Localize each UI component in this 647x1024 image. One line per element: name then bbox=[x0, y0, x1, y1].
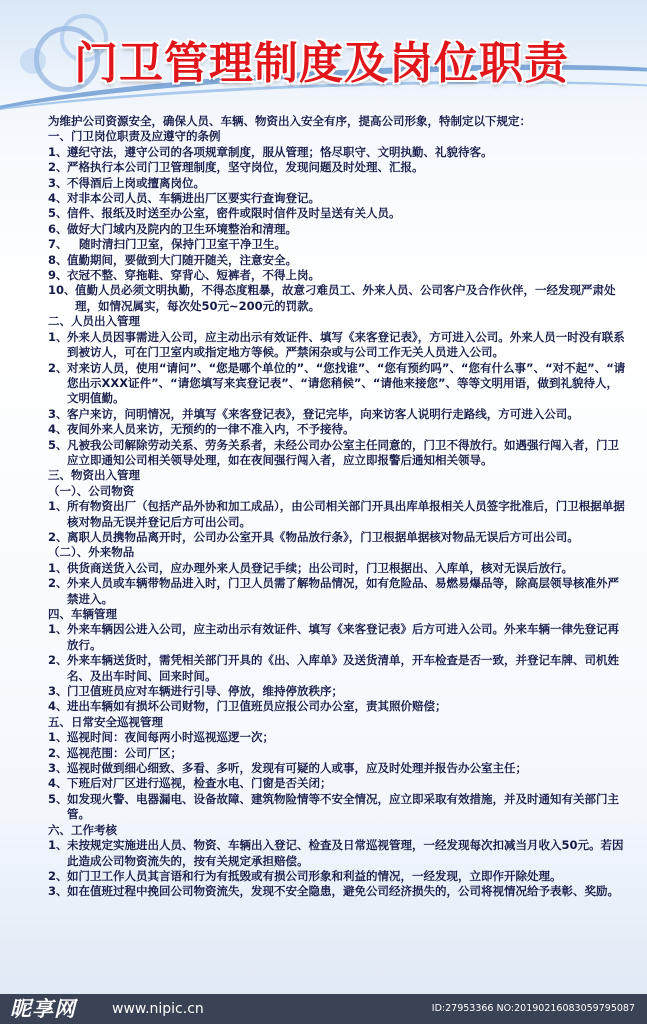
list-item bbox=[48, 792, 626, 823]
list-item bbox=[48, 206, 626, 221]
item-number: 1、 bbox=[48, 730, 68, 745]
section-heading: 一、门卫岗位职责及应遵守的条例 bbox=[48, 129, 221, 144]
list-item bbox=[48, 884, 626, 899]
list-item bbox=[48, 253, 626, 268]
list-item bbox=[48, 561, 626, 576]
list-item bbox=[48, 191, 626, 206]
item-text: 未按规定实施进出人员、物资、车辆出入登记、检查及日常巡视管理，一经发现每次扣减当月收入50元。若因此造成公司物资流失的，按有关规定承担赔偿。 bbox=[67, 838, 624, 868]
item-text: 随时清扫门卫室，保持门卫室干净卫生。 bbox=[67, 237, 287, 252]
watermark-id: ID:27953366 NO:20190216083059795087 bbox=[431, 1003, 635, 1014]
item-number: 2、 bbox=[48, 745, 68, 760]
watermark-logo: 昵享网 bbox=[10, 997, 76, 1021]
item-text: 下班后对厂区进行巡视，检查水电、门窗是否关闭； bbox=[67, 776, 332, 791]
item-text: 进出车辆如有损坏公司财物，门卫值班员应报公司办公室，责其照价赔偿； bbox=[67, 699, 447, 714]
item-text: 如在值班过程中挽回公司物资流失，发现不安全隐患，避免公司经济损失的，公司将视情况给予表彰、奖励。 bbox=[67, 884, 619, 899]
item-number: 1、 bbox=[48, 144, 68, 159]
list-item bbox=[48, 438, 626, 469]
item-text: 外来人员或车辆带物品进入时，门卫人员需了解物品情况，如有危险品、易燃易爆品等，除高层领导核准外严禁进入。 bbox=[67, 576, 619, 606]
item-number: 4、 bbox=[48, 699, 68, 714]
list-item bbox=[48, 730, 626, 745]
item-number: 1、 bbox=[48, 329, 68, 344]
item-number: 3、 bbox=[48, 761, 68, 776]
item-number: 2、 bbox=[48, 360, 68, 375]
item-number: 8、 bbox=[48, 252, 68, 267]
item-text: 做好大门域内及院内的卫生环境整治和清理。 bbox=[67, 221, 297, 236]
item-text: 巡视时做到细心细致、多看、多听，发现有可疑的人或事，应及时处理并报告办公室主任； bbox=[67, 761, 527, 776]
section-heading: 三、物资出入管理 bbox=[48, 468, 140, 483]
item-text: 巡视时间：夜间每两小时巡视巡逻一次； bbox=[67, 730, 274, 745]
item-number: 4、 bbox=[48, 191, 68, 206]
item-number: 6、 bbox=[48, 221, 68, 236]
item-text: 离职人员携物品离开时，公司办公室开具《物品放行条》，门卫根据单据核对物品无误后方可出公司。 bbox=[67, 529, 579, 544]
item-number: 5、 bbox=[48, 206, 68, 221]
item-text: 值勤人员必须文明执勤，不得态度粗暴，故意刁难员工、外来人员、公司客户及合作伙伴，一经发现严肃处理，如情况属实，每次处50元~200元的罚款。 bbox=[75, 283, 616, 313]
section-heading: 四、车辆管理 bbox=[48, 607, 117, 621]
document-body bbox=[48, 114, 626, 998]
list-item bbox=[48, 576, 626, 607]
item-number: 1、 bbox=[48, 560, 68, 575]
list-item bbox=[48, 145, 626, 160]
item-text: 外来人员因事需进入公司，应主动出示有效证件、填写《来客登记表》，方可进入公司。外来人员一时没有联系到被访人，可在门卫室内或指定地方等候。严禁闲杂或与公司工作无关人员进入公司。 bbox=[67, 329, 625, 360]
decorative-dot-icon bbox=[20, 48, 46, 74]
item-number: 3、 bbox=[48, 684, 68, 699]
item-text: 值勤期间，要做到大门随开随关，注意安全。 bbox=[67, 252, 297, 267]
subsection-heading: （一）、公司物资 bbox=[48, 483, 135, 498]
item-number: 2、 bbox=[48, 868, 68, 883]
item-number: 2、 bbox=[48, 160, 68, 175]
item-number: 9、 bbox=[48, 268, 68, 283]
item-number: 1、 bbox=[48, 499, 68, 514]
list-item bbox=[48, 530, 626, 545]
list-item bbox=[48, 838, 626, 869]
item-text: 信件、报纸及时送至办公室，密件或限时信件及时呈送有关人员。 bbox=[67, 206, 401, 221]
watermark-site-link[interactable]: www.nipic.cn bbox=[112, 1001, 204, 1017]
item-number: 10、 bbox=[48, 283, 76, 298]
subsection-heading: （二）、外来物品 bbox=[48, 545, 135, 560]
section-heading: 二、人员出入管理 bbox=[48, 314, 140, 329]
item-text: 供货商送货入公司，应办理外来人员登记手续；出公司时，门卫根据出、入库单，核对无误后放行。 bbox=[67, 560, 573, 575]
list-item bbox=[48, 761, 626, 776]
item-number: 3、 bbox=[48, 884, 68, 899]
item-number: 7、 bbox=[48, 237, 68, 252]
item-number: 5、 bbox=[48, 437, 68, 452]
item-number: 4、 bbox=[48, 422, 68, 437]
item-number: 4、 bbox=[48, 776, 68, 791]
page-title: 门卫管理制度及岗位职责 bbox=[74, 38, 569, 89]
item-text: 所有物资出厂（包括产品外协和加工成品），由公司相关部门开具出库单报相关人员签字批准后，门卫根据单据核对物品无误并登记后方可出公司。 bbox=[67, 499, 625, 529]
list-item bbox=[48, 776, 626, 791]
item-text: 巡视范围：公司厂区； bbox=[67, 745, 182, 760]
list-item bbox=[48, 746, 626, 761]
item-number: 2、 bbox=[48, 529, 68, 544]
list-item bbox=[48, 499, 626, 530]
list-item bbox=[48, 361, 626, 407]
list-item bbox=[48, 160, 626, 175]
list-item bbox=[48, 283, 626, 314]
list-item bbox=[48, 222, 626, 237]
item-number: 2、 bbox=[48, 576, 68, 591]
watermark-bar bbox=[0, 994, 647, 1024]
intro-paragraph: 为维护公司资源安全，确保人员、车辆、物资出入安全有序，提高公司形象，特制定以下规定： bbox=[48, 114, 531, 128]
item-text: 遵纪守法，遵守公司的各项规章制度，服从管理；恪尽职守、文明执勤、礼貌待客。 bbox=[67, 144, 493, 159]
item-text: 对来访人员，使用“请问”、“您是哪个单位的”、“您找谁”、“您有预约吗”、“您有什么事”、“对不起”、“请您出示XXX证件”、“请您填写来宾登记表”、“请您稍候”、“请他来接您”、等等文明用语，做到礼貌待人，文明值勤。 bbox=[67, 360, 626, 406]
item-number: 5、 bbox=[48, 791, 68, 806]
list-item bbox=[48, 869, 626, 884]
item-text: 不得酒后上岗或擅离岗位。 bbox=[67, 175, 205, 190]
item-text: 门卫值班员应对车辆进行引导、停放，维持停放秩序； bbox=[67, 684, 343, 699]
list-item bbox=[48, 684, 626, 699]
list-item bbox=[48, 422, 626, 437]
list-item bbox=[48, 407, 626, 422]
list-item bbox=[48, 330, 626, 361]
item-number: 2、 bbox=[48, 653, 68, 668]
list-item bbox=[48, 653, 626, 684]
item-text: 如发现火警、电器漏电、设备故障、建筑物险情等不安全情况，应立即采取有效措施，并及时通知有关部门主管。 bbox=[67, 791, 619, 822]
item-text: 外来车辆因公进入公司，应主动出示有效证件、填写《来客登记表》后方可进入公司。外来车辆一律先登记再放行。 bbox=[67, 622, 619, 652]
item-number: 3、 bbox=[48, 175, 68, 190]
item-text: 对非本公司人员、车辆进出厂区要实行查询登记。 bbox=[67, 191, 320, 206]
item-number: 1、 bbox=[48, 838, 68, 853]
list-item bbox=[48, 237, 626, 252]
item-text: 客户来访，问明情况，并填写《来客登记表》，登记完毕，向来访客人说明行走路线，方可进入公司。 bbox=[67, 406, 579, 421]
list-item bbox=[48, 268, 626, 283]
section-heading: 六、工作考核 bbox=[48, 822, 117, 837]
item-text: 凡被我公司解除劳动关系、劳务关系者，未经公司办公室主任同意的，门卫不得放行。如遇强行闯入者，门卫应立即通知公司相关领导处理，如在夜间强行闯入者，应立即报警后通知相关领导。 bbox=[67, 437, 619, 467]
item-text: 衣冠不整、穿拖鞋、穿背心、短裤者，不得上岗。 bbox=[67, 268, 320, 283]
item-text: 夜间外来人员来访，无预约的一律不准入内，不予接待。 bbox=[67, 422, 355, 437]
list-item bbox=[48, 176, 626, 191]
item-text: 严格执行本公司门卫管理制度，坚守岗位，发现问题及时处理、汇报。 bbox=[67, 160, 424, 175]
item-text: 如门卫工作人员其言语和行为有抵毁或有损公司形象和利益的情况，一经发现，立即作开除处理。 bbox=[67, 868, 562, 883]
section-heading: 五、日常安全巡视管理 bbox=[48, 714, 163, 729]
list-item bbox=[48, 699, 626, 714]
item-number: 1、 bbox=[48, 622, 68, 637]
item-text: 外来车辆送货时，需凭相关部门开具的《出、入库单》及送货清单，开车检查是否一致，并登记车牌、司机姓名、及出车时间、回来时间。 bbox=[67, 653, 619, 683]
list-item bbox=[48, 622, 626, 653]
item-number: 3、 bbox=[48, 406, 68, 421]
